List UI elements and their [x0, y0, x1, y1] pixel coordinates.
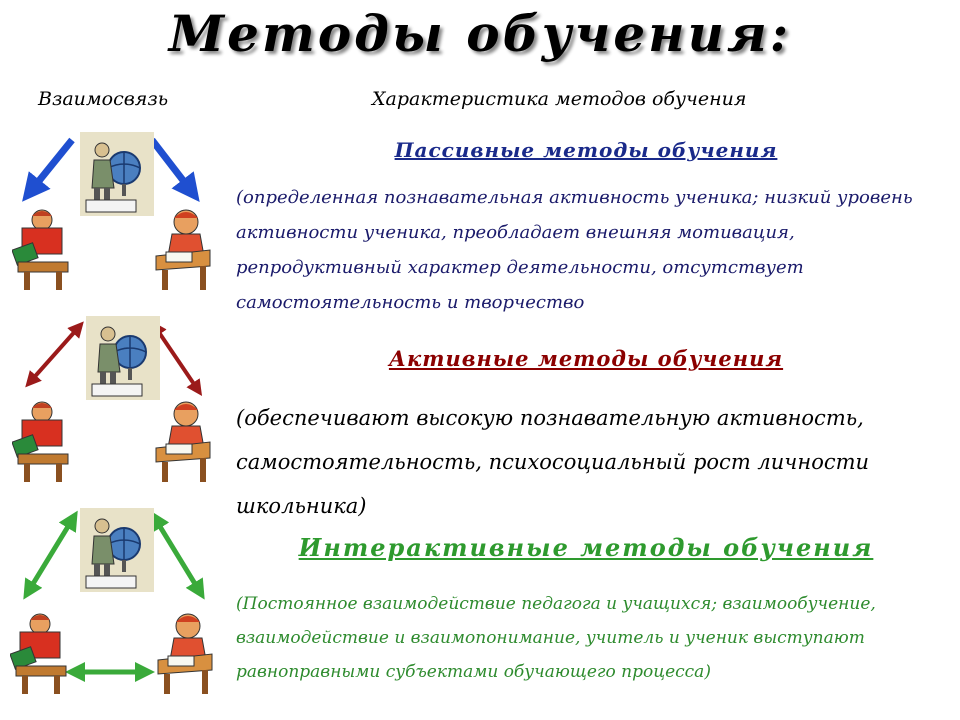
student-reading-icon — [10, 610, 72, 696]
student-reading-icon — [12, 398, 74, 484]
active-methods-description: (обеспечивают высокую познавательную активность, самостоятельность, психосоциальный рост личности школьника) — [236, 406, 870, 518]
teacher-icon — [80, 508, 154, 592]
relationship-diagram — [0, 0, 230, 720]
page-title: Методы обучения: — [168, 4, 792, 63]
column-header-relationship: Взаимосвязь — [38, 88, 169, 110]
interactive-arrow-left — [28, 520, 72, 592]
active-arrow-left — [30, 328, 78, 382]
teacher-icon — [80, 132, 154, 216]
active-methods-title: Активные методы обучения — [388, 346, 784, 371]
passive-arrow-right — [152, 140, 192, 192]
teacher-icon — [86, 316, 160, 400]
student-writing-icon — [152, 206, 214, 292]
interactive-arrow-right — [156, 520, 200, 592]
passive-methods-title: Пассивные методы обучения — [394, 138, 778, 162]
interactive-methods-description: (Постоянное взаимодействие педагога и учащихся; взаимообучение, взаимодействие и взаимопонимание, учитель и ученик выступают равноправными субъектами обучающего процесса) — [236, 594, 876, 682]
active-arrow-right — [156, 328, 198, 390]
interactive-methods-title: Интерактивные методы обучения — [298, 533, 874, 562]
student-reading-icon — [12, 206, 74, 292]
student-writing-icon — [154, 610, 216, 696]
column-header-characteristics: Характеристика методов обучения — [372, 88, 747, 110]
student-writing-icon — [152, 398, 214, 484]
passive-methods-description: (определенная познавательная активность ученика; низкий уровень активности ученика, преобладает внешняя мотивация, репродуктивный характер деятельности, отсутствует самостоятельность и творчество — [236, 187, 913, 313]
passive-arrow-left — [30, 140, 72, 192]
